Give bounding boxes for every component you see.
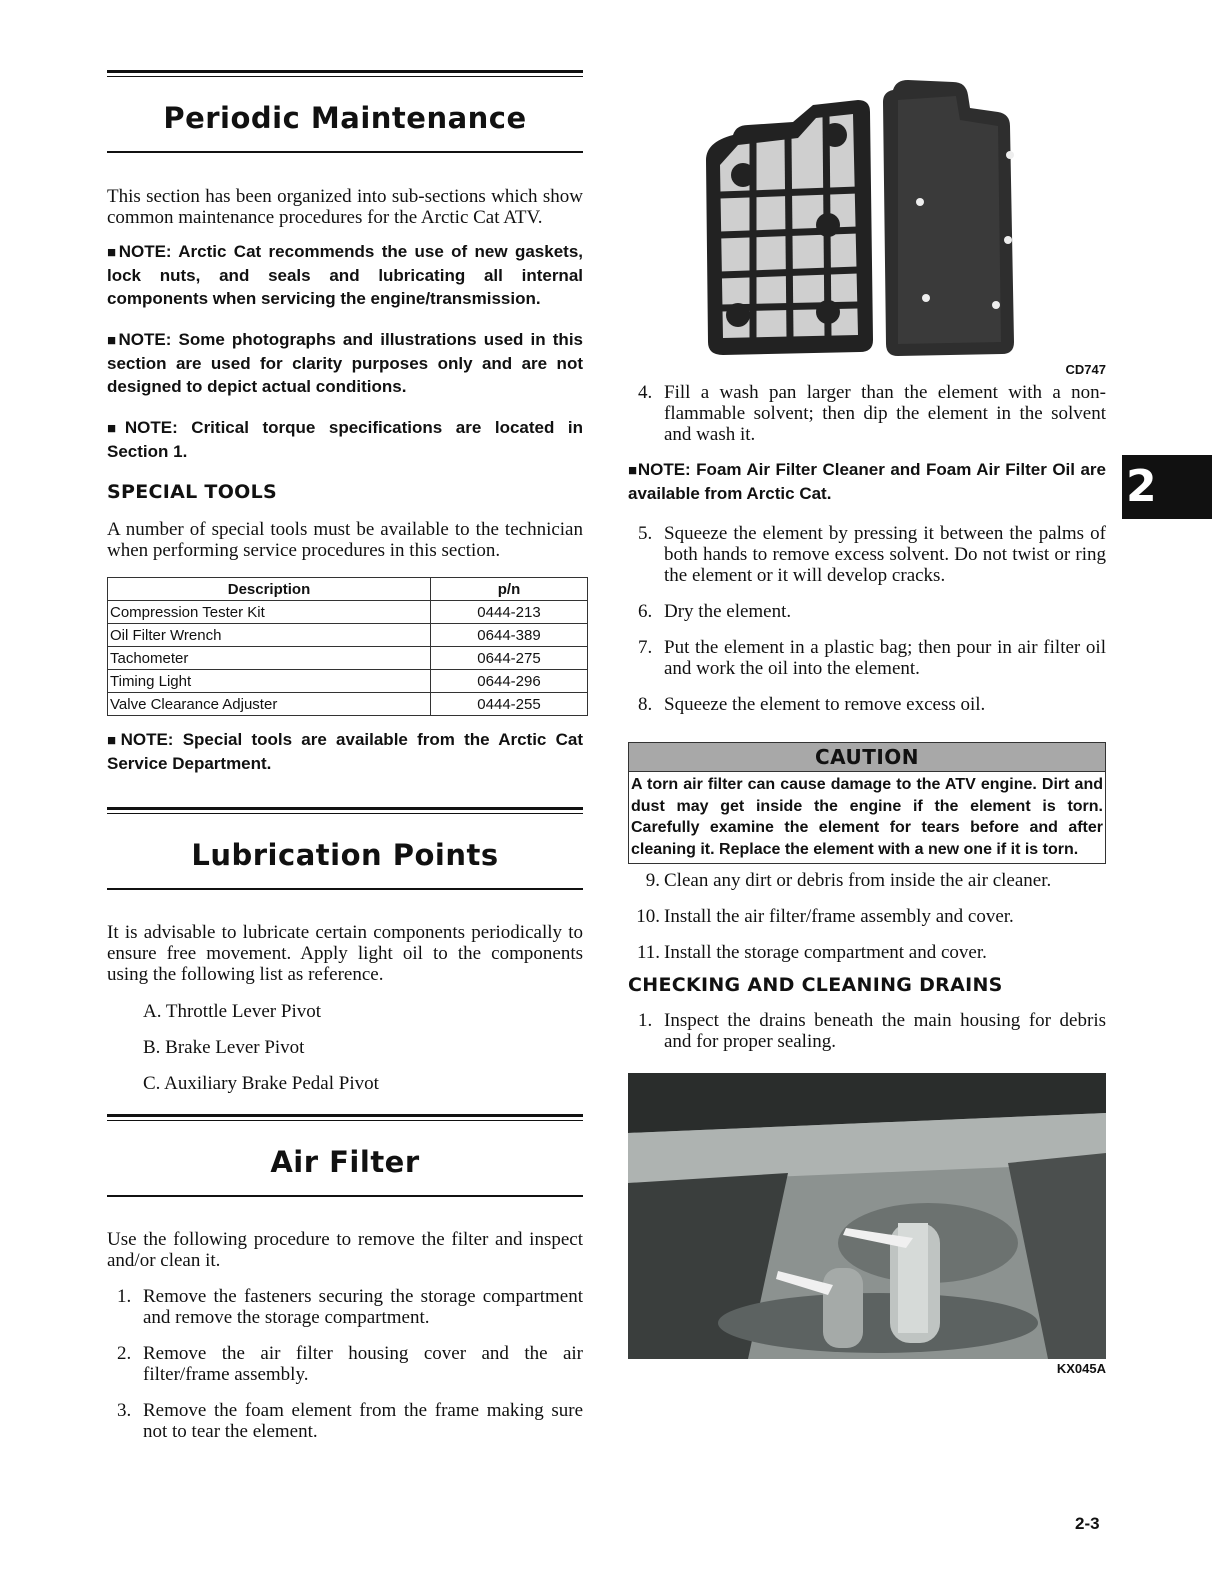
tool-description: Timing Light [108,670,431,693]
list-item: A. Throttle Lever Pivot [143,1001,322,1022]
tool-pn: 0444-213 [431,601,588,624]
note-bullet-icon: ■ [107,332,119,349]
section-rule [107,888,583,890]
tool-description: Valve Clearance Adjuster [108,693,431,716]
chapter-tab: 2 [1122,455,1212,519]
note-photographs: ■NOTE: Some photographs and illustrations used in this section are used for clarity purposes only and are not designed to depict actual conditions. [107,330,583,396]
air-filter-photo [698,80,1118,360]
lubrication-list [107,1001,583,1094]
table-header-row [108,578,588,601]
note-bullet-icon: ■ [628,462,638,479]
tool-pn: 0644-275 [431,647,588,670]
section-title-lubrication: Lubrication Points [191,838,499,872]
col-description-header: Description [108,578,431,601]
table-row [108,624,588,647]
list-item: 7. Put the element in a plastic bag; then pour in air filter oil and work the oil into the element. [638,637,1106,679]
list-item: 1. Inspect the drains beneath the main housing for debris and for proper sealing. [638,1010,1106,1052]
caution-heading: CAUTION [629,743,1105,772]
tool-description: Oil Filter Wrench [108,624,431,647]
air-filter-steps-after [628,870,1106,963]
section-rule [107,151,583,153]
page-number: 2-3 [1075,1514,1100,1533]
tool-description: Compression Tester Kit [108,601,431,624]
section-rule [107,807,583,814]
air-filter-intro: Use the following procedure to remove the filter and inspect and/or clean it. [107,1229,583,1271]
list-item: 3. Remove the foam element from the frame making sure not to tear the element. [117,1400,583,1442]
table-row [108,693,588,716]
note-foam-cleaner: ■NOTE: Foam Air Filter Cleaner and Foam Air Filter Oil are available from Arctic Cat. [628,460,1106,503]
section-rule [107,1114,583,1121]
note-gaskets: ■NOTE: Arctic Cat recommends the use of new gaskets, lock nuts, and seals and lubricating all internal components when servicing the engine/transmission. [107,242,583,308]
figure-code-kx045a: KX045A [1056,1361,1106,1376]
table-row [108,601,588,624]
drains-heading: CHECKING AND CLEANING DRAINS [628,974,1003,996]
periodic-intro: This section has been organized into sub-sections which show common maintenance procedures for the Arctic Cat ATV. [107,186,583,228]
list-item: 5. Squeeze the element by pressing it between the palms of both hands to remove excess solvent. Do not twist or ring the element or it will develop cracks. [638,523,1106,586]
list-item: 2. Remove the air filter housing cover and the air filter/frame assembly. [117,1343,583,1385]
air-filter-step-4 [628,382,1106,445]
note-bullet-icon: ■ [107,732,121,749]
air-filter-steps-right [628,523,1106,715]
tool-description: Tachometer [108,647,431,670]
table-row [108,670,588,693]
tool-pn: 0644-389 [431,624,588,647]
figure-air-filter [628,70,1106,377]
table-row [108,647,588,670]
special-tools-intro: A number of special tools must be available to the technician when performing service procedures in this section. [107,519,583,561]
col-pn-header: p/n [431,578,588,601]
list-item: 4. Fill a wash pan larger than the element with a non-flammable solvent; then dip the element in the solvent and wash it. [638,382,1106,445]
right-column [628,70,1106,1376]
list-item: 6. Dry the element. [638,601,792,622]
tool-pn: 0644-296 [431,670,588,693]
list-item: 8. Squeeze the element to remove excess oil. [638,694,986,715]
section-title-air-filter: Air Filter [270,1145,420,1179]
lubrication-intro: It is advisable to lubricate certain components periodically to ensure free movement. Apply light oil to the components using the following list as reference. [107,922,583,985]
list-item: 11. Install the storage compartment and cover. [636,942,987,963]
drains-photo [628,1073,1106,1359]
note-bullet-icon: ■ [107,420,125,437]
list-item: 1. Remove the fasteners securing the storage compartment and remove the storage compartment. [117,1286,583,1328]
list-item: 10. Install the air filter/frame assembly and cover. [636,906,1014,927]
note-bullet-icon: ■ [107,244,119,261]
section-title-periodic: Periodic Maintenance [163,101,527,135]
special-tools-heading: SPECIAL TOOLS [107,481,277,503]
note-special-tools: ■NOTE: Special tools are available from the Arctic Cat Service Department. [107,730,584,773]
figure-drains [628,1073,1106,1359]
list-item: C. Auxiliary Brake Pedal Pivot [143,1073,379,1094]
figure-code-cd747: CD747 [1065,362,1106,377]
list-item: B. Brake Lever Pivot [143,1037,305,1058]
air-filter-steps [107,1286,583,1442]
left-column [107,70,583,1442]
tool-pn: 0444-255 [431,693,588,716]
special-tools-table [107,577,588,716]
drains-steps [628,1010,1106,1052]
section-rule [107,1195,583,1197]
caution-text: A torn air filter can cause damage to the ATV engine. Dirt and dust may get inside the engine if the element is torn. Carefully examine the element for tears before and after cleaning it. Replace the element with a new one if it is torn. [631,776,1103,858]
caution-box [628,742,1106,864]
note-torque: ■NOTE: Critical torque specifications are located in Section 1. [107,418,583,461]
list-item: 9. Clean any dirt or debris from inside the air cleaner. [645,870,1052,891]
section-rule [107,70,583,77]
